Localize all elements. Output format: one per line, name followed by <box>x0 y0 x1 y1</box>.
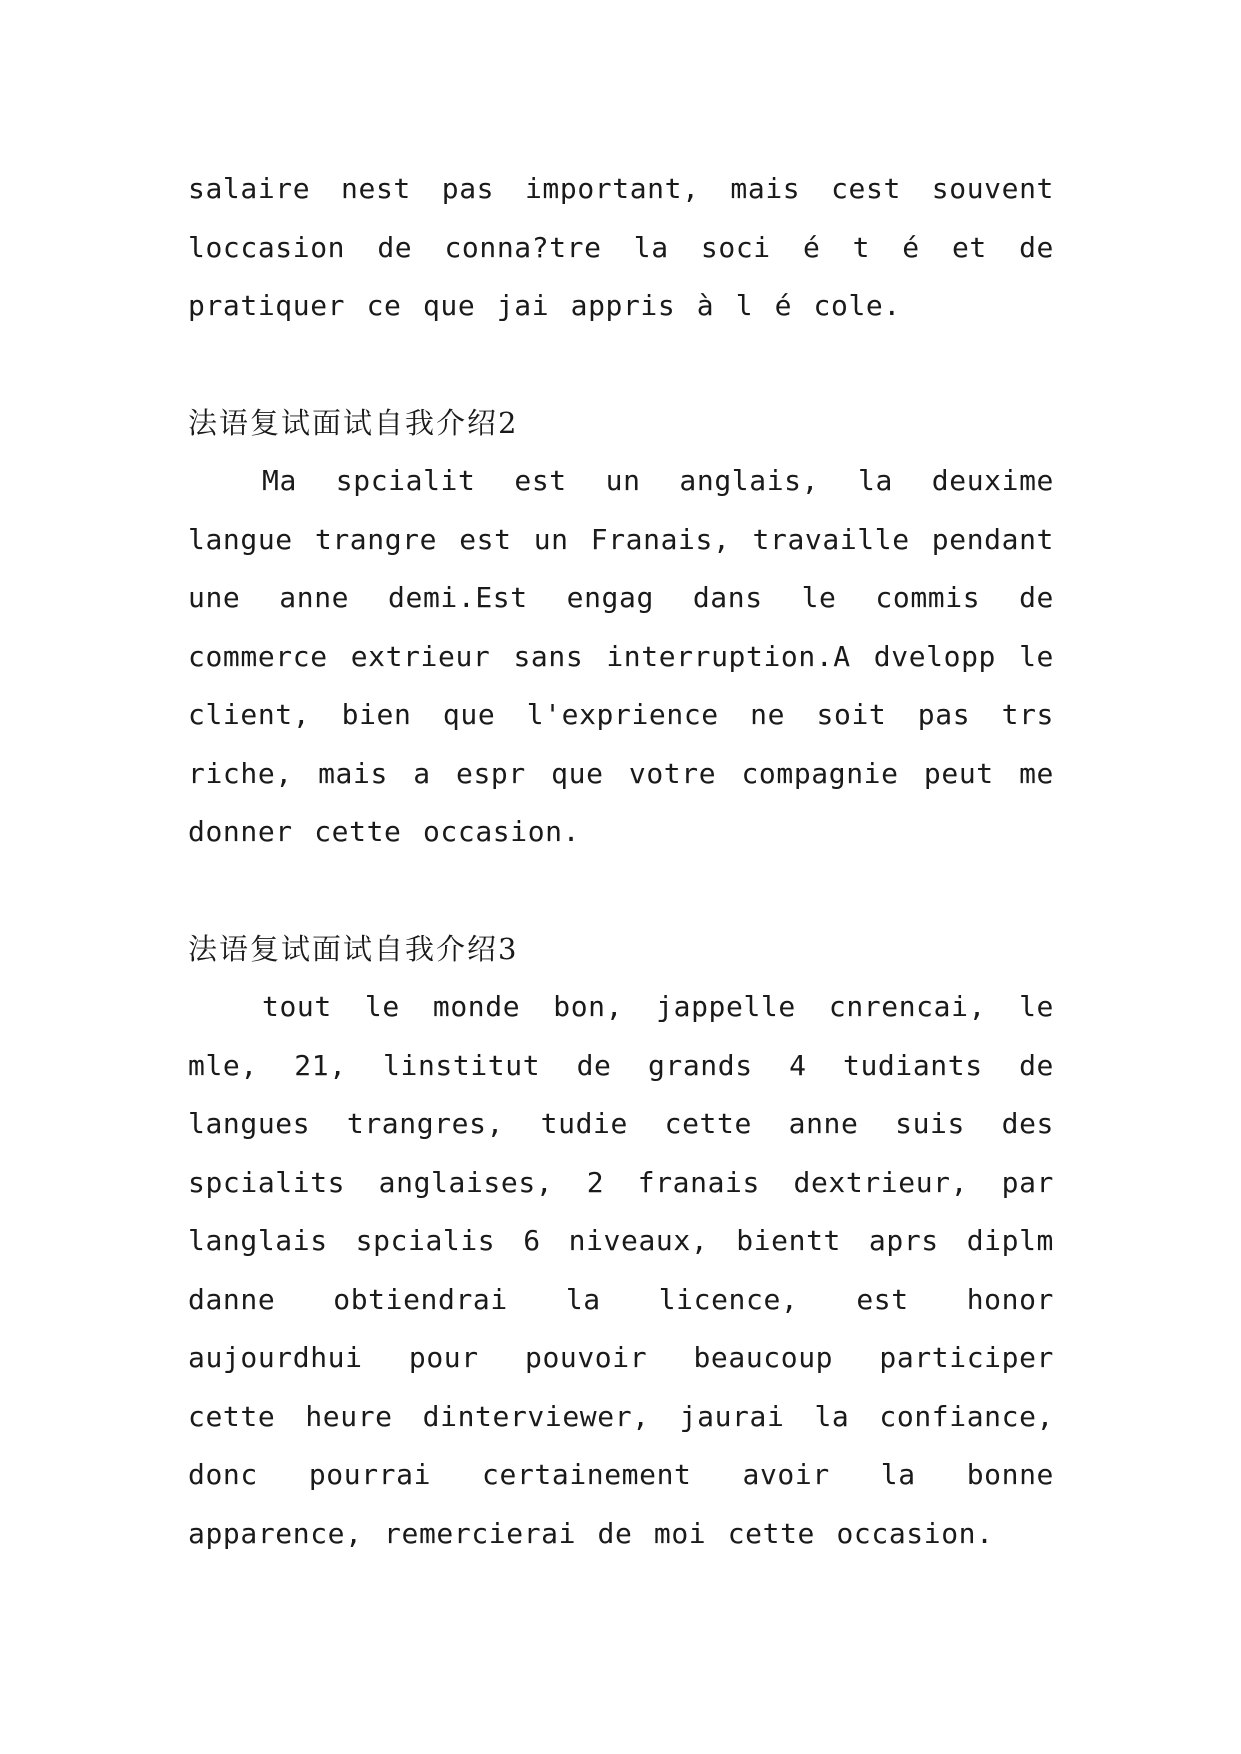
intro-paragraph: salaire nest pas important, mais cest souvent loccasion de conna?tre la soci é t é et de pratiquer ce que jai appris à l é cole. <box>188 172 1054 322</box>
section-heading-3: 法语复试面试自我介绍3 <box>188 931 519 966</box>
section-body-3: tout le monde bon, jappelle cnrencai, le mle, 21, linstitut de grands 4 tudiants de langues trangres, tudie cette anne suis des spcialits anglaises, 2 franais dextrieur, par langlais spcialis 6 niveaux, bientt aprs diplm danne obtiendrai la licence, est honor aujourdhui pour pouvoir beaucoup participer cette heure dinterviewer, jaurai la confiance, donc pourrai certainement avoir la bonne apparence, remercierai de moi cette occasion. <box>188 990 1054 1550</box>
document-body <box>188 160 1054 1563</box>
section-body-2: Ma spcialit est un anglais, la deuxime langue trangre est un Franais, travaille pendant une anne demi.Est engag dans le commis de commerce extrieur sans interruption.A dvelopp le client, bien que l'exprience ne soit pas trs riche, mais a espr que votre compagnie peut me donner cette occasion. <box>188 464 1054 848</box>
section-heading-2: 法语复试面试自我介绍2 <box>188 405 519 440</box>
